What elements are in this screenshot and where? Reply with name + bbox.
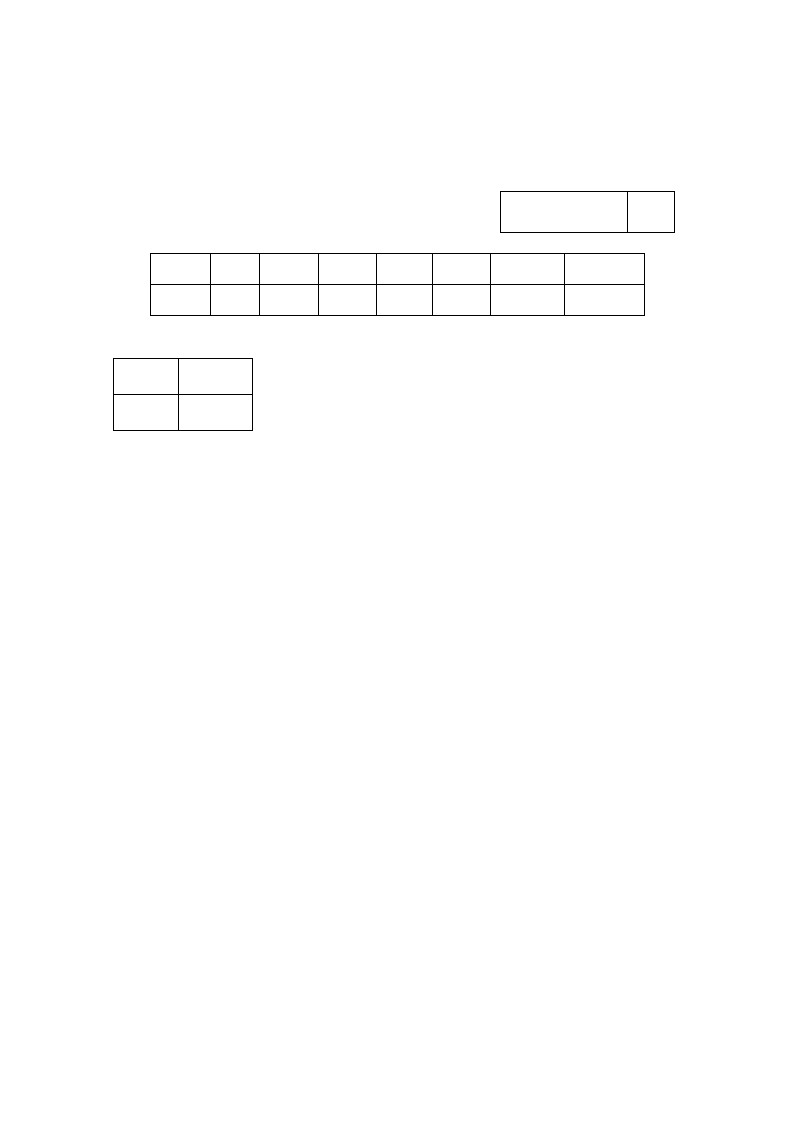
score-header-cell	[376, 254, 432, 285]
seat-number-box	[500, 191, 675, 233]
score-header-cell	[260, 254, 318, 285]
score-header-cell	[211, 254, 260, 285]
grader-score-field[interactable]	[114, 395, 179, 431]
grader-name-label	[179, 359, 253, 395]
grader-box	[113, 358, 253, 431]
score-header-cell	[151, 254, 211, 285]
score-field-checker[interactable]	[565, 285, 645, 316]
seat-number-field[interactable]	[628, 192, 675, 233]
score-field-i[interactable]	[211, 285, 260, 316]
score-table	[150, 253, 645, 316]
score-field-iii[interactable]	[318, 285, 376, 316]
score-field-ii[interactable]	[260, 285, 318, 316]
score-header-cell	[491, 254, 565, 285]
score-field-v[interactable]	[432, 285, 490, 316]
score-header-cell	[318, 254, 376, 285]
score-field-iv[interactable]	[376, 285, 432, 316]
score-field-total[interactable]	[491, 285, 565, 316]
score-row-label	[151, 285, 211, 316]
grader-name-field[interactable]	[179, 395, 253, 431]
grader-score-label	[114, 359, 179, 395]
seat-number-label	[501, 192, 628, 233]
score-header-cell	[565, 254, 645, 285]
score-header-cell	[432, 254, 490, 285]
